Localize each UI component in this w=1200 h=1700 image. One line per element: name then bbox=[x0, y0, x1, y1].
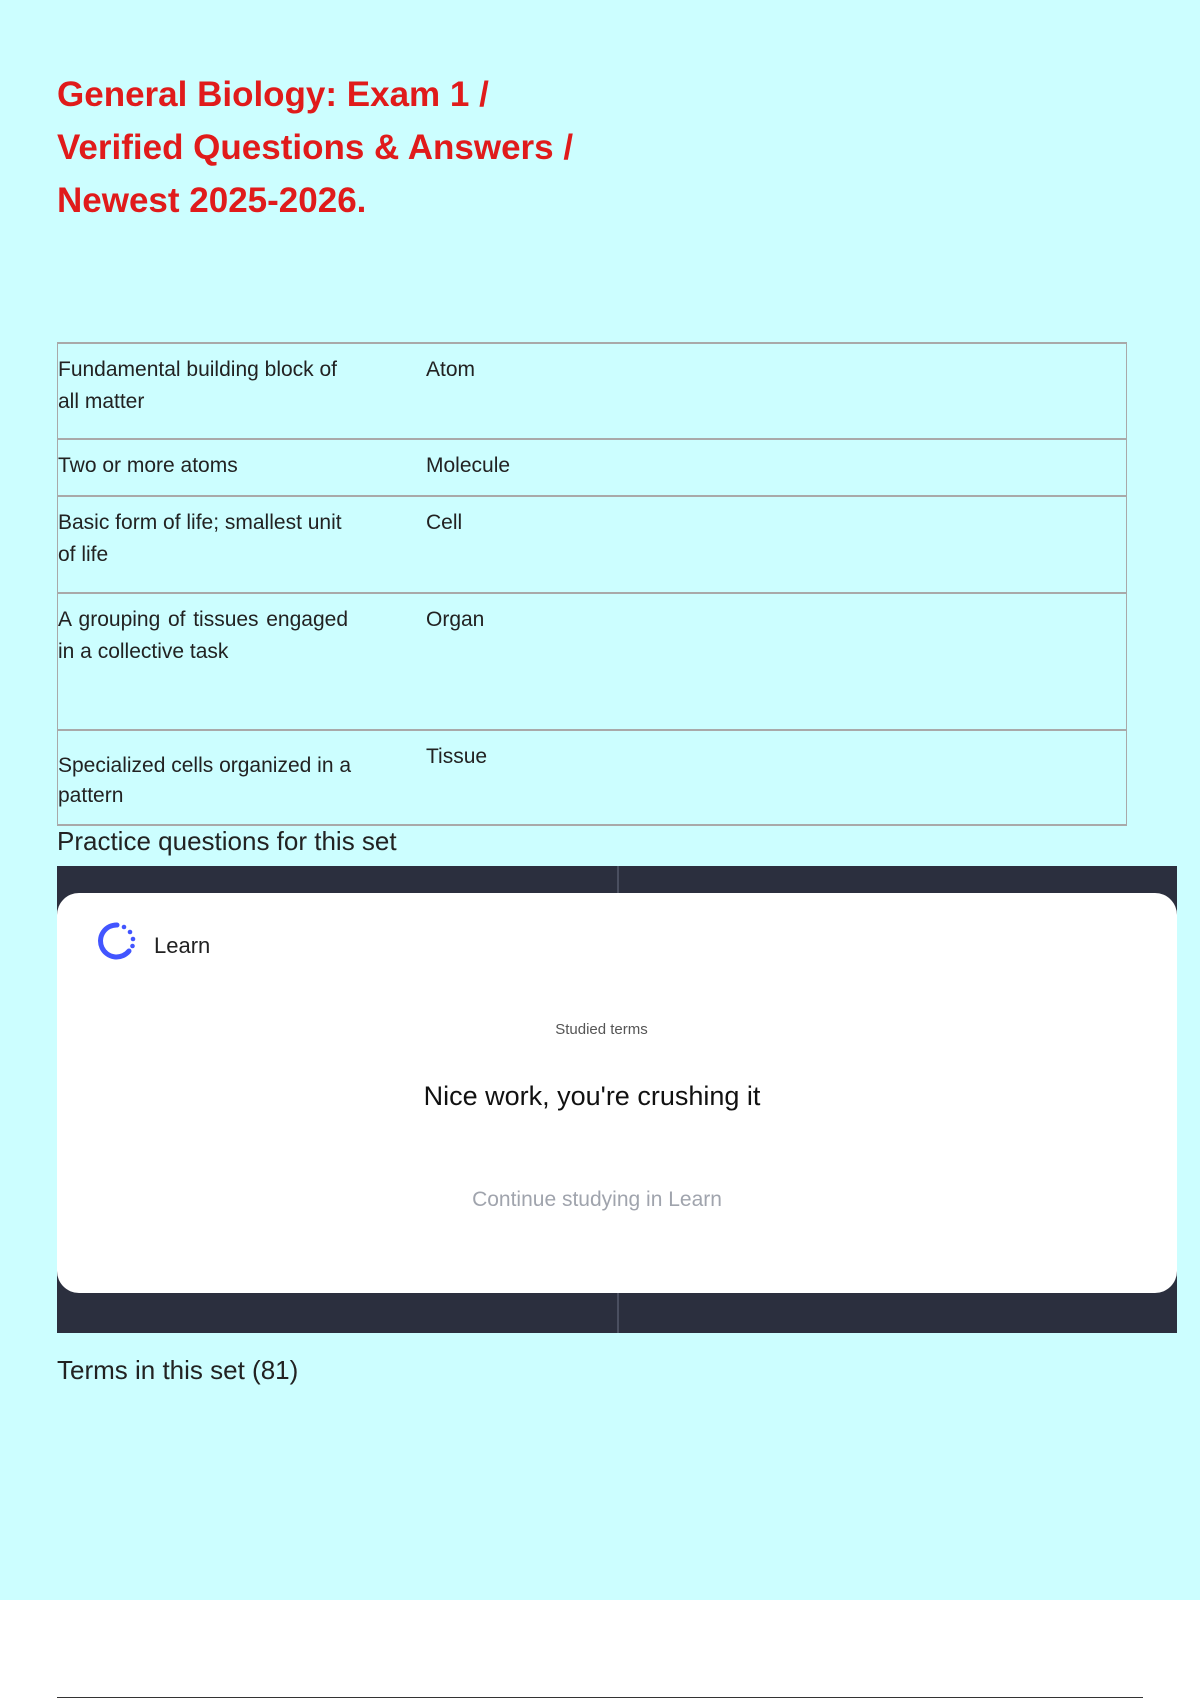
learn-mode-label: Learn bbox=[154, 933, 211, 958]
term-cell bbox=[426, 496, 1127, 593]
term-cell bbox=[426, 343, 1127, 439]
term-name: Organ bbox=[426, 608, 485, 631]
table-row bbox=[58, 593, 1127, 730]
table-row bbox=[58, 439, 1127, 496]
table-row bbox=[58, 730, 1127, 825]
title-line-3: Newest 2025-2026. bbox=[57, 181, 367, 220]
footer-divider bbox=[57, 1697, 1143, 1698]
continue-learn-link[interactable]: Continue studying in Learn bbox=[472, 1188, 722, 1211]
term-cell bbox=[426, 439, 1127, 496]
term-name: Molecule bbox=[426, 454, 511, 477]
term-definition: Basic form of life; smallest unit of life bbox=[58, 511, 342, 566]
definition-cell bbox=[58, 593, 427, 730]
title-line-2: Verified Questions & Answers / bbox=[57, 128, 574, 167]
studied-terms-label: Studied terms bbox=[555, 1021, 648, 1038]
definition-cell bbox=[58, 439, 427, 496]
term-cell bbox=[426, 593, 1127, 730]
learn-progress-icon bbox=[95, 919, 139, 963]
table-row bbox=[58, 496, 1127, 593]
progress-message: Nice work, you're crushing it bbox=[423, 1081, 761, 1111]
definition-cell bbox=[58, 496, 427, 593]
terms-table bbox=[57, 342, 1127, 826]
term-definition: A grouping of tissues engaged in a collective task bbox=[58, 608, 348, 663]
term-definition: Specialized cells organized in a pattern bbox=[58, 754, 352, 807]
definition-cell bbox=[58, 730, 427, 825]
term-definition: Fundamental building block of all matter bbox=[58, 358, 338, 413]
terms-count-heading: Terms in this set (81) bbox=[57, 1355, 299, 1385]
term-name: Cell bbox=[426, 511, 463, 534]
document-title bbox=[57, 68, 757, 227]
term-name: Atom bbox=[426, 358, 476, 381]
term-cell bbox=[426, 730, 1127, 825]
term-definition: Two or more atoms bbox=[58, 454, 238, 477]
practice-heading: Practice questions for this set bbox=[57, 826, 397, 856]
table-row bbox=[58, 343, 1127, 439]
title-line-1: General Biology: Exam 1 / bbox=[57, 75, 489, 114]
definition-cell bbox=[58, 343, 427, 439]
term-name: Tissue bbox=[426, 745, 488, 768]
learn-card[interactable] bbox=[57, 893, 1177, 1293]
